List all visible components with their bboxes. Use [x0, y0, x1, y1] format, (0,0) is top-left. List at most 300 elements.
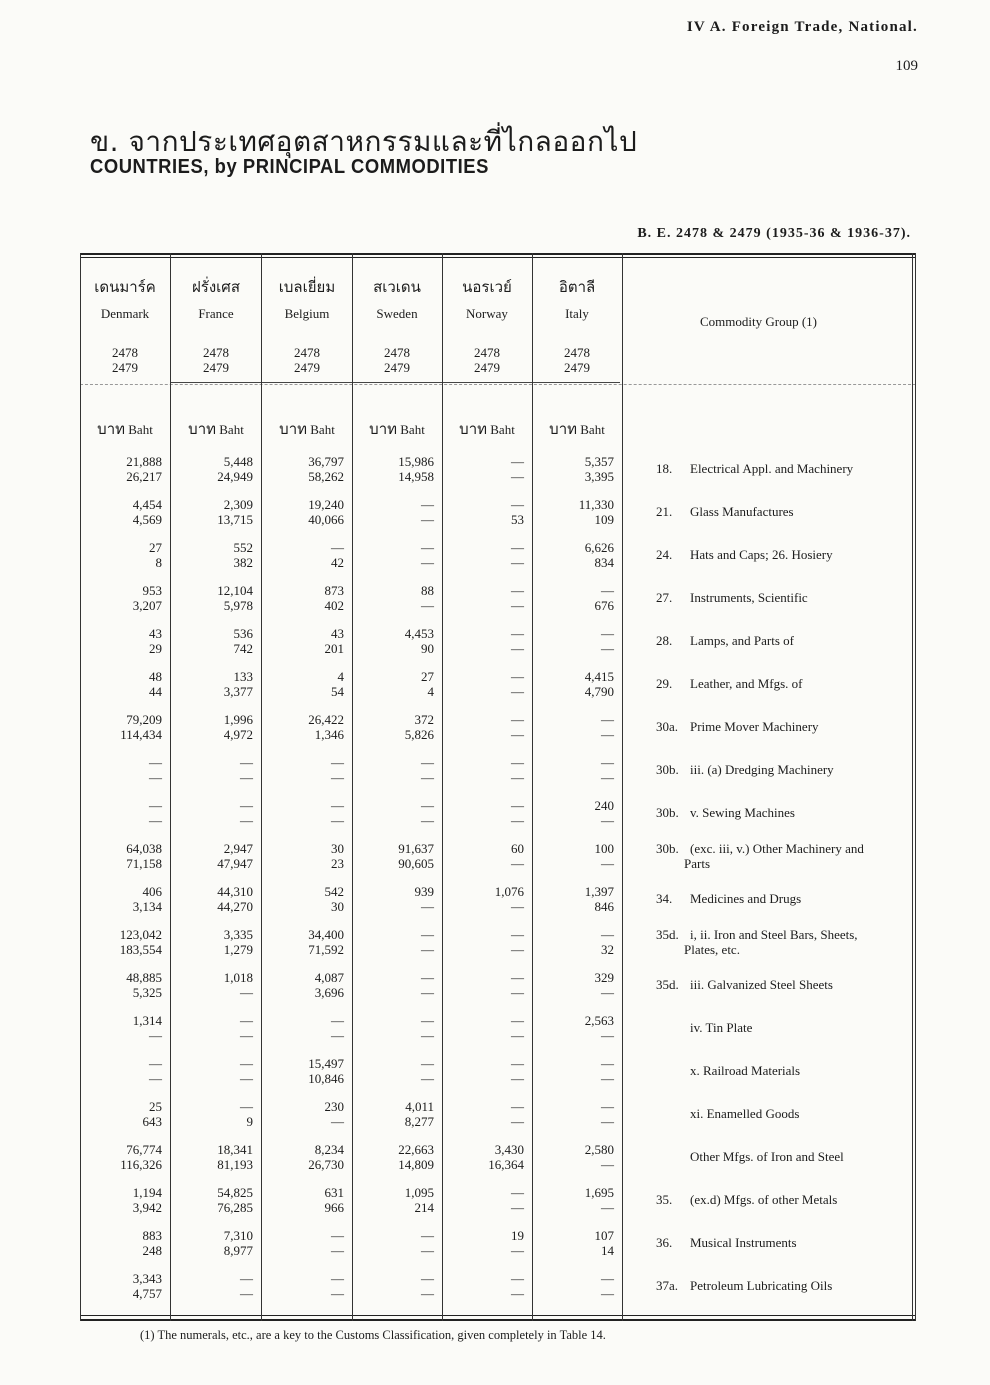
cell-value: 44,270: [217, 899, 253, 914]
cell-value: —: [511, 669, 524, 684]
commodity-label: [656, 547, 912, 562]
cell-value: 48,885: [126, 970, 162, 985]
cell-value: 23: [331, 856, 344, 871]
cell-value: —: [421, 985, 434, 1000]
cell-value: 3,696: [314, 985, 344, 1000]
commodity-name: (ex.d) Mfgs. of other Metals: [690, 1192, 838, 1207]
cell-value: —: [421, 798, 434, 813]
cell-value: 26,217: [126, 469, 162, 484]
cell-value: —: [511, 985, 524, 1000]
table-cell: [352, 884, 434, 914]
cell-value: 873: [324, 583, 344, 598]
cell-value: —: [511, 1071, 524, 1086]
cell-value: —: [511, 469, 524, 484]
table-cell: [442, 1013, 524, 1043]
cell-value: 4,757: [132, 1286, 162, 1301]
cell-value: —: [240, 770, 253, 785]
table-cell: [352, 1056, 434, 1086]
table-cell: [80, 1099, 162, 1129]
cell-value: —: [421, 497, 434, 512]
commodity-label: [656, 805, 912, 820]
table-cell: [262, 497, 344, 527]
cell-value: —: [149, 755, 162, 770]
cell-value: —: [511, 540, 524, 555]
cell-value: —: [511, 927, 524, 942]
cell-value: —: [511, 899, 524, 914]
cell-value: —: [511, 970, 524, 985]
cell-value: 21,888: [126, 454, 162, 469]
cell-value: 1,018: [223, 970, 253, 985]
commodity-number: 28.: [656, 633, 673, 648]
cell-value: —: [149, 1071, 162, 1086]
table-cell: [442, 497, 524, 527]
commodity-name: iii. (a) Dredging Machinery: [690, 762, 834, 777]
cell-value: 5,357: [584, 454, 614, 469]
table-cell: [262, 1228, 344, 1258]
cell-value: 29: [149, 641, 162, 656]
cell-value: 329: [594, 970, 614, 985]
cell-value: 11,330: [578, 497, 614, 512]
table-cell: [171, 1099, 253, 1129]
commodity-label: [656, 891, 912, 906]
table-cell: [171, 1228, 253, 1258]
table-cell: [80, 798, 162, 828]
cell-value: —: [331, 1228, 344, 1243]
cell-value: 1,076: [494, 884, 524, 899]
table-cell: [171, 712, 253, 742]
cell-value: 76,774: [126, 1142, 162, 1157]
cell-value: 30: [331, 899, 344, 914]
table-cell: [171, 626, 253, 656]
cell-value: —: [421, 1286, 434, 1301]
cell-value: —: [331, 540, 344, 555]
table-cell: [262, 1013, 344, 1043]
table-cell: [171, 1185, 253, 1215]
table-cell: [80, 970, 162, 1000]
cell-value: 1,346: [314, 727, 344, 742]
cell-value: 25: [149, 1099, 162, 1114]
table-cell: [171, 669, 253, 699]
cell-value: —: [511, 1286, 524, 1301]
cell-value: —: [421, 899, 434, 914]
cell-value: —: [601, 813, 614, 828]
table-cell: [532, 1013, 614, 1043]
table-cell: [262, 1142, 344, 1172]
table-top-rule: [80, 253, 916, 255]
cell-value: 8,234: [314, 1142, 344, 1157]
cell-value: 3,395: [584, 469, 614, 484]
cell-value: 88: [421, 583, 434, 598]
table-cell: [442, 669, 524, 699]
table-cell: [262, 1056, 344, 1086]
table-cell: [171, 970, 253, 1000]
table-cell: [442, 1099, 524, 1129]
cell-value: —: [601, 1157, 614, 1172]
cell-value: 26,730: [308, 1157, 344, 1172]
cell-value: 53: [511, 512, 524, 527]
table-cell: [532, 1185, 614, 1215]
cell-value: 4: [337, 669, 344, 684]
cell-value: 183,554: [119, 942, 162, 957]
table-cell: [532, 1142, 614, 1172]
table-cell: [532, 626, 614, 656]
running-head: IV A. Foreign Trade, National.: [686, 19, 918, 35]
cell-value: —: [511, 856, 524, 871]
table-cell: [442, 841, 524, 871]
thai-title: ข. จากประเทศอุตสาหกรรมและที่ไกลออกไป: [90, 125, 638, 158]
cell-value: —: [601, 1056, 614, 1071]
cell-value: —: [331, 813, 344, 828]
cell-value: 14,809: [398, 1157, 434, 1172]
cell-value: 16,364: [488, 1157, 524, 1172]
commodity-name: xi. Enamelled Goods: [690, 1106, 800, 1121]
cell-value: —: [149, 798, 162, 813]
header-separator: [80, 384, 916, 385]
col-rule: [912, 253, 913, 1321]
year-label: 2478 2479: [384, 345, 410, 375]
cell-value: 123,042: [119, 927, 162, 942]
cell-value: —: [240, 1099, 253, 1114]
cell-value: 1,279: [223, 942, 253, 957]
commodity-label: [656, 1063, 912, 1078]
cell-value: 27: [149, 540, 162, 555]
cell-value: 15,497: [308, 1056, 344, 1071]
table-cell: [532, 970, 614, 1000]
commodity-name: iv. Tin Plate: [690, 1020, 753, 1035]
cell-value: —: [601, 1099, 614, 1114]
table-bottom-rule-outer: [80, 1319, 916, 1321]
table-cell: [352, 1271, 434, 1301]
cell-value: —: [511, 454, 524, 469]
commodity-name: Leather, and Mfgs. of: [690, 676, 803, 691]
cell-value: 43: [331, 626, 344, 641]
cell-value: 2,580: [584, 1142, 614, 1157]
column-header-thai: ฝรั่งเศส: [192, 278, 240, 296]
cell-value: —: [601, 755, 614, 770]
cell-value: —: [601, 727, 614, 742]
column-header-thai: สเวเดน: [373, 278, 421, 296]
table-cell: [442, 1056, 524, 1086]
cell-value: —: [240, 798, 253, 813]
cell-value: —: [511, 598, 524, 613]
table-cell: [442, 798, 524, 828]
table-cell: [532, 669, 614, 699]
table-cell: [532, 927, 614, 957]
cell-value: 4,415: [584, 669, 614, 684]
table-cell: [532, 1056, 614, 1086]
commodity-label: [656, 1149, 912, 1164]
cell-value: —: [331, 1114, 344, 1129]
cell-value: —: [240, 1056, 253, 1071]
cell-value: 44,310: [217, 884, 253, 899]
cell-value: 3,335: [223, 927, 253, 942]
cell-value: 14: [601, 1243, 614, 1258]
cell-value: —: [511, 626, 524, 641]
unit-label: บาท Baht: [97, 420, 153, 438]
cell-value: 1,194: [132, 1185, 162, 1200]
table-cell: [262, 583, 344, 613]
column-header-thai: เดนมาร์ค: [94, 278, 156, 296]
cell-value: 552: [233, 540, 253, 555]
cell-value: —: [421, 927, 434, 942]
cell-value: —: [511, 1200, 524, 1215]
cell-value: 4,453: [404, 626, 434, 641]
table-cell: [80, 1228, 162, 1258]
cell-value: —: [601, 1271, 614, 1286]
cell-value: —: [511, 1028, 524, 1043]
table-cell: [262, 970, 344, 1000]
cell-value: —: [421, 813, 434, 828]
cell-value: —: [421, 555, 434, 570]
cell-value: 1,095: [404, 1185, 434, 1200]
table-cell: [171, 1142, 253, 1172]
cell-value: —: [511, 1243, 524, 1258]
table-cell: [352, 497, 434, 527]
table-cell: [80, 1056, 162, 1086]
cell-value: —: [511, 1271, 524, 1286]
cell-value: 4: [427, 684, 434, 699]
table-cell: [532, 1228, 614, 1258]
cell-value: 742: [233, 641, 253, 656]
cell-value: 4,011: [405, 1099, 434, 1114]
year-label: 2478 2479: [112, 345, 138, 375]
cell-value: —: [511, 727, 524, 742]
commodity-label: [656, 841, 912, 871]
cell-value: 114,434: [120, 727, 162, 742]
table-cell: [352, 1142, 434, 1172]
commodity-name-continued: Parts: [684, 856, 710, 871]
year-label: 2478 2479: [294, 345, 320, 375]
commodity-number: 24.: [656, 547, 673, 562]
cell-value: —: [421, 1056, 434, 1071]
table-cell: [262, 540, 344, 570]
cell-value: 42: [331, 555, 344, 570]
cell-value: 8,277: [404, 1114, 434, 1129]
cell-value: —: [421, 755, 434, 770]
cell-value: 5,325: [132, 985, 162, 1000]
table-cell: [80, 454, 162, 484]
table-cell: [352, 626, 434, 656]
table-cell: [171, 798, 253, 828]
cell-value: 24,949: [217, 469, 253, 484]
commodity-number: 30b.: [656, 762, 679, 777]
table-cell: [80, 583, 162, 613]
column-header-english: Denmark: [100, 306, 150, 321]
cell-value: —: [511, 583, 524, 598]
commodity-name: Petroleum Lubricating Oils: [690, 1278, 833, 1293]
table-cell: [532, 583, 614, 613]
cell-value: —: [421, 1028, 434, 1043]
column-header-english: Italy: [565, 306, 589, 321]
cell-value: 116,326: [120, 1157, 162, 1172]
cell-value: 54: [331, 684, 344, 699]
page-number: 109: [895, 58, 918, 74]
cell-value: 1,314: [132, 1013, 162, 1028]
commodity-label: [656, 461, 912, 476]
cell-value: 4,569: [132, 512, 162, 527]
commodity-number: 37a.: [656, 1278, 679, 1293]
cell-value: —: [149, 770, 162, 785]
cell-value: —: [601, 583, 614, 598]
commodity-number: 27.: [656, 590, 673, 605]
table-cell: [352, 1099, 434, 1129]
commodity-name: i, ii. Iron and Steel Bars, Sheets,: [690, 927, 858, 942]
cell-value: —: [511, 712, 524, 727]
table-cell: [171, 540, 253, 570]
table-cell: [442, 927, 524, 957]
table-cell: [352, 755, 434, 785]
cell-value: 18,341: [217, 1142, 253, 1157]
cell-value: —: [149, 813, 162, 828]
cell-value: 5,826: [404, 727, 434, 742]
commodity-label: [656, 1278, 912, 1293]
cell-value: —: [331, 770, 344, 785]
cell-value: —: [421, 1228, 434, 1243]
cell-value: 30: [331, 841, 344, 856]
commodity-number: 18.: [656, 461, 673, 476]
table-cell: [80, 497, 162, 527]
cell-value: —: [331, 1286, 344, 1301]
cell-value: 2,563: [584, 1013, 614, 1028]
year-label: 2478 2479: [564, 345, 590, 375]
column-header-thai: อิตาลี: [558, 278, 596, 296]
cell-value: 3,942: [132, 1200, 162, 1215]
commodity-name: Medicines and Drugs: [690, 891, 802, 906]
table-cell: [171, 927, 253, 957]
cell-value: 4,087: [314, 970, 344, 985]
cell-value: 76,285: [217, 1200, 253, 1215]
english-title: COUNTRIES, by PRINCIPAL COMMODITIES: [90, 156, 489, 178]
cell-value: 47,947: [217, 856, 253, 871]
table-cell: [442, 755, 524, 785]
table-cell: [532, 1099, 614, 1129]
cell-value: 402: [324, 598, 344, 613]
cell-value: —: [511, 555, 524, 570]
cell-value: —: [601, 641, 614, 656]
table-cell: [442, 884, 524, 914]
year-label: 2478 2479: [203, 345, 229, 375]
cell-value: 64,038: [126, 841, 162, 856]
cell-value: —: [421, 970, 434, 985]
cell-value: —: [421, 598, 434, 613]
commodity-name: Hats and Caps; 26. Hosiery: [690, 547, 833, 562]
cell-value: —: [421, 1271, 434, 1286]
unit-label: บาท Baht: [188, 420, 244, 438]
cell-value: 9: [246, 1114, 253, 1129]
column-header-english: France: [198, 306, 234, 321]
column-header-english: Sweden: [376, 306, 418, 321]
cell-value: 44: [149, 684, 162, 699]
commodity-number: 30b.: [656, 805, 679, 820]
cell-value: —: [240, 985, 253, 1000]
table-cell: [80, 884, 162, 914]
cell-value: —: [240, 1286, 253, 1301]
cell-value: 40,066: [308, 512, 344, 527]
cell-value: 4,454: [132, 497, 162, 512]
cell-value: —: [421, 1243, 434, 1258]
cell-value: 7,310: [223, 1228, 253, 1243]
cell-value: 100: [594, 841, 614, 856]
commodity-number: 29.: [656, 676, 673, 691]
table-cell: [262, 927, 344, 957]
cell-value: —: [511, 1114, 524, 1129]
cell-value: 58,262: [308, 469, 344, 484]
cell-value: 91,637: [398, 841, 434, 856]
commodity-name: Instruments, Scientific: [690, 590, 808, 605]
table-cell: [80, 1142, 162, 1172]
table-cell: [80, 712, 162, 742]
year-separator: [170, 382, 620, 383]
column-header-thai: เบลเยี่ยม: [278, 278, 336, 296]
column-header-english: Belgium: [284, 306, 330, 321]
cell-value: 536: [233, 626, 253, 641]
cell-value: 834: [594, 555, 614, 570]
unit-label: บาท Baht: [369, 420, 425, 438]
cell-value: 2,947: [223, 841, 253, 856]
cell-value: —: [331, 755, 344, 770]
cell-value: —: [240, 1028, 253, 1043]
table-cell: [80, 669, 162, 699]
table-cell: [532, 755, 614, 785]
table-cell: [442, 540, 524, 570]
cell-value: 382: [233, 555, 253, 570]
cell-value: 3,134: [132, 899, 162, 914]
table-cell: [80, 755, 162, 785]
commodity-number: 35d.: [656, 927, 679, 942]
col-rule: [622, 253, 623, 1321]
cell-value: 107: [594, 1228, 614, 1243]
table-cell: [171, 1056, 253, 1086]
cell-value: 48: [149, 669, 162, 684]
cell-value: 406: [142, 884, 162, 899]
commodity-label: [656, 590, 912, 605]
unit-label: บาท Baht: [459, 420, 515, 438]
table-cell: [80, 841, 162, 871]
table-cell: [80, 540, 162, 570]
commodity-number: 30b.: [656, 841, 679, 856]
cell-value: —: [331, 1271, 344, 1286]
table-cell: [532, 841, 614, 871]
cell-value: —: [240, 1071, 253, 1086]
commodity-label: [656, 927, 912, 957]
unit-label: บาท Baht: [549, 420, 605, 438]
cell-value: 248: [142, 1243, 162, 1258]
commodity-number: 35d.: [656, 977, 679, 992]
cell-value: 71,158: [126, 856, 162, 871]
cell-value: 43: [149, 626, 162, 641]
cell-value: 22,663: [398, 1142, 434, 1157]
table-cell: [262, 755, 344, 785]
commodity-name: v. Sewing Machines: [690, 805, 795, 820]
cell-value: 19: [511, 1228, 524, 1243]
table-cell: [262, 626, 344, 656]
cell-value: —: [511, 1185, 524, 1200]
cell-value: —: [240, 755, 253, 770]
cell-value: —: [331, 798, 344, 813]
cell-value: 1,695: [584, 1185, 614, 1200]
commodity-group-header: Commodity Group (1): [700, 314, 817, 329]
cell-value: —: [240, 1013, 253, 1028]
cell-value: 13,715: [217, 512, 253, 527]
table-cell: [442, 1142, 524, 1172]
commodity-number: 21.: [656, 504, 673, 519]
table-top-rule-inner: [80, 257, 916, 258]
table-cell: [442, 626, 524, 656]
cell-value: 3,343: [132, 1271, 162, 1286]
table-cell: [171, 884, 253, 914]
cell-value: 12,104: [217, 583, 253, 598]
cell-value: —: [149, 1028, 162, 1043]
